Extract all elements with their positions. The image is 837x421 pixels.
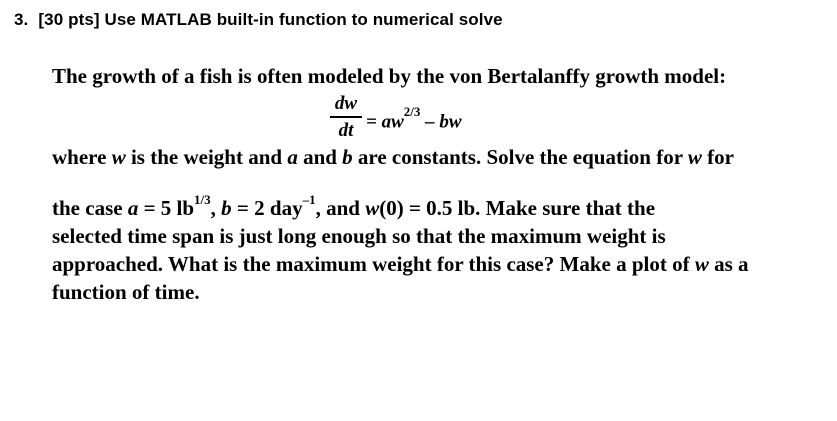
- problem-intro: [52, 62, 812, 90]
- fraction-denominator: dt: [338, 120, 354, 141]
- case-var-b: b: [221, 196, 232, 220]
- rhs-suffix: – bw: [420, 111, 462, 133]
- problem-statement: [52, 189, 812, 306]
- statement-line-3: [52, 250, 812, 278]
- intro-line: The growth of a fish is often modeled by the von Bertalanffy growth model:: [52, 64, 727, 88]
- where-text-3: and: [297, 145, 343, 169]
- where-line: [52, 145, 734, 170]
- statement-line-3-tail: as a: [708, 252, 749, 276]
- where-text-2: is the weight and: [125, 145, 288, 169]
- var-w: w: [111, 145, 126, 169]
- derivative-fraction: [330, 93, 362, 142]
- where-text-1: where: [52, 145, 112, 169]
- var-b: b: [342, 145, 353, 169]
- question-heading: [14, 10, 503, 30]
- where-text-4: are constants. Solve the equation for: [352, 145, 688, 169]
- case-text-5: , and: [315, 196, 366, 220]
- case-text-2: = 5 lb: [138, 196, 195, 220]
- equation-rhs: [366, 105, 462, 133]
- statement-line-4: function of time.: [52, 280, 200, 304]
- plot-var-w: w: [694, 252, 709, 276]
- statement-line-2: selected time span is just long enough so that the maximum weight is: [52, 224, 666, 248]
- statement-line-3-text: approached. What is the maximum weight for this case? Make a plot of: [52, 252, 695, 276]
- rhs-prefix: = aw: [366, 111, 404, 133]
- case-text-4: = 2 day: [231, 196, 303, 220]
- case-text-6: (0) = 0.5 lb. Make sure that the: [379, 196, 656, 220]
- case-text-3: ,: [210, 196, 222, 220]
- case-exponent-1: 1/3: [194, 192, 211, 207]
- fraction-bar: [330, 116, 362, 118]
- fraction-numerator: dw: [334, 93, 358, 114]
- case-exponent-2: –1: [302, 192, 316, 207]
- case-var-a: a: [127, 196, 139, 220]
- var-a: a: [287, 145, 298, 169]
- case-var-w: w: [365, 196, 380, 220]
- case-text-1: the case: [52, 196, 128, 220]
- rhs-exponent: 2/3: [403, 104, 421, 119]
- question-number: 3.: [14, 10, 29, 29]
- case-line: [52, 189, 812, 222]
- where-text-5: for: [701, 145, 734, 169]
- question-heading-text: [30 pts] Use MATLAB built-in function to numerical solve: [38, 10, 503, 29]
- var-w-2: w: [687, 145, 702, 169]
